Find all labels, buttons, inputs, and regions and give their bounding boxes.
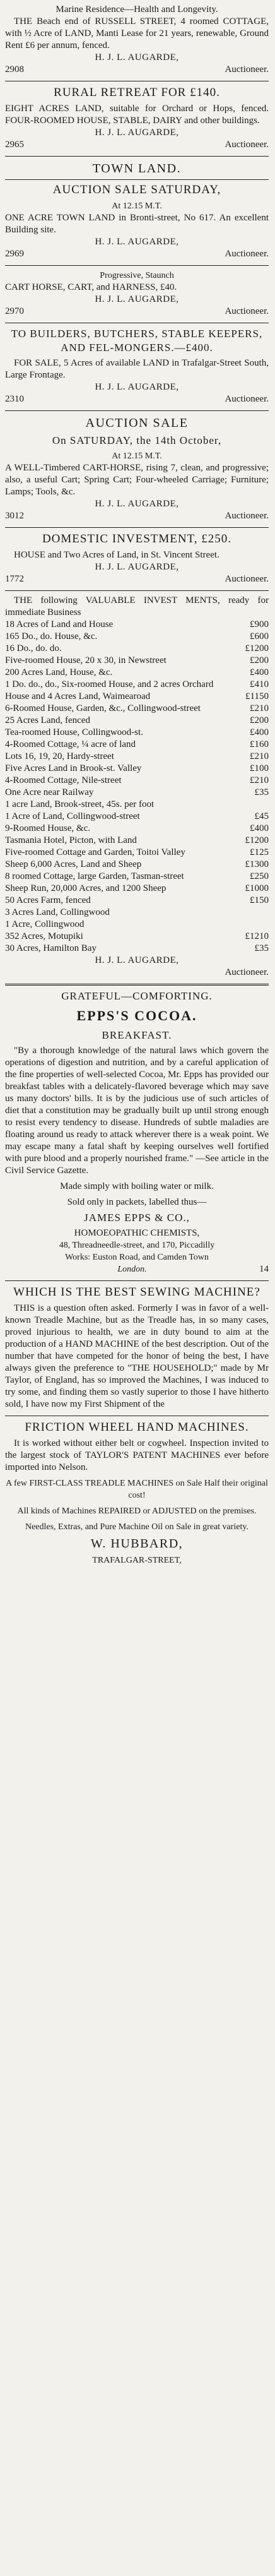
investment-row — [5, 751, 269, 763]
ad-body: A WELL-Timbered CART-HORSE, rising 7, clean, and progressive; also, a useful Cart; Spring Cart; Four-wheeled Carriage; Furniture; Lamps; Tools, &c. — [5, 463, 269, 497]
ad-number: 14 — [259, 1264, 269, 1274]
ad-marine-residence — [5, 4, 269, 76]
investment-price: £1000 — [245, 883, 269, 893]
ad-auctioneer: Auctioneer. — [225, 967, 269, 977]
investment-description: One Acre near Railway — [5, 787, 94, 797]
investment-row — [5, 727, 269, 739]
ad-heading: TO BUILDERS, BUTCHERS, STABLE KEEPERS, AND FEL-MONGERS.—£400. — [11, 328, 263, 354]
ad-signature: H. J. L. AUGARDE, — [95, 562, 179, 572]
investment-row — [5, 883, 269, 895]
divider — [5, 1280, 269, 1281]
ad-signature: H. J. L. AUGARDE, — [95, 955, 179, 965]
investment-price: £45 — [254, 811, 269, 821]
ad-heading: AUCTION SALE — [85, 416, 189, 430]
investment-price: £1300 — [245, 859, 269, 869]
ad-auctioneer: Auctioneer. — [225, 511, 269, 521]
ad-number: 2969 — [5, 249, 24, 259]
investment-description: 30 Acres, Hamilton Bay — [5, 943, 97, 953]
ad-auctioneer: Auctioneer. — [225, 574, 269, 584]
investment-row — [5, 691, 269, 703]
divider — [5, 410, 269, 411]
divider — [5, 265, 269, 266]
investment-row — [5, 931, 269, 943]
ad-cart-horse — [5, 270, 269, 318]
investment-price: £250 — [250, 871, 269, 881]
investment-price: £210 — [250, 751, 269, 761]
investment-row — [5, 799, 269, 811]
ad-sold: Sold only in packets, labelled thus— — [67, 1197, 207, 1207]
ad-auction-sale — [5, 415, 269, 522]
ad-signature: H. J. L. AUGARDE, — [95, 52, 179, 63]
investment-description: 4-Roomed Cottage, ¼ acre of land — [5, 739, 136, 749]
ad-heading: Marine Residence—Health and Longevity. — [56, 4, 218, 15]
ad-body: "By a thorough knowledge of the natural laws which govern the operations of digestion and nutrition, and by a careful application of the fine properties of well-selected Cocoa, Mr. Epps has provided our breakfast tables with a delicately-flavored beverage which may save us many doctors' bills. It is by the judicious use of such articles of diet that a constitution may be gradually built up until strong enough to resist every tendency to disease. Hundreds of subtle maladies are floating around us ready to attack wherever there is a weak point. We may escape many a fatal shaft by keeping ourselves well fortified with pure blood and a properly nourished frame." —See article in the Civil Service Gazette. — [5, 1046, 269, 1176]
ad-company: JAMES EPPS & CO., — [84, 1212, 190, 1224]
investment-price: £200 — [250, 655, 269, 665]
divider — [5, 590, 269, 591]
investment-description: 16 Do., do. do. — [5, 643, 62, 653]
ad-body: EIGHT ACRES LAND, suitable for Orchard or Hops, fenced. FOUR-ROOMED HOUSE, STABLE, DAIRY and other buildings. — [5, 104, 269, 126]
investment-description: 1 Acre, Collingwood — [5, 919, 85, 929]
investment-price: £400 — [250, 727, 269, 737]
ad-number: 2908 — [5, 64, 24, 75]
investment-description: 3 Acres Land, Collingwood — [5, 907, 110, 917]
investment-price: £210 — [250, 775, 269, 785]
ad-number: 1772 — [5, 574, 24, 584]
ad-time: At 12.15 M.T. — [112, 201, 162, 211]
ad-chemists: HOMOEOPATHIC CHEMISTS, — [74, 1228, 200, 1238]
investment-row — [5, 871, 269, 883]
ad-body: CART HORSE, CART, and HARNESS, £40. — [5, 282, 177, 292]
ad-signature: H. J. L. AUGARDE, — [95, 128, 179, 138]
investment-row — [5, 787, 269, 799]
investment-description: House and 4 Acres Land, Waimearoad — [5, 691, 151, 701]
ad-address: 48, Threadneedle-street, and 170, Piccadilly — [59, 1241, 215, 1250]
ad-town-land — [5, 160, 269, 260]
investment-description: Sheep 6,000 Acres, Land and Sheep — [5, 859, 142, 869]
investment-price: £1150 — [245, 691, 269, 701]
ad-number: 2965 — [5, 140, 24, 150]
investment-row — [5, 763, 269, 775]
ad-auctioneer: Auctioneer. — [225, 140, 269, 150]
divider — [5, 179, 269, 180]
investment-row — [5, 823, 269, 835]
ad-friction-wheel — [5, 1420, 269, 1566]
ad-body: It is worked without either belt or cogwheel. Inspection invited to the largest stock of TAYLOR'S PATENT MACHINES ever before imported into Nelson. — [5, 1438, 269, 1472]
ad-heading: GRATEFUL—COMFORTING. — [61, 990, 213, 1002]
investment-description: Lots 16, 19, 20, Hardy-street — [5, 751, 114, 761]
investment-list — [5, 619, 269, 955]
investment-price: £600 — [250, 631, 269, 641]
investment-price: £35 — [254, 787, 269, 797]
investment-row — [5, 775, 269, 787]
ad-signature: H. J. L. AUGARDE, — [95, 499, 179, 509]
ad-body: THE Beach end of RUSSELL STREET, 4 roomed COTTAGE, with ½ Acre of LAND, Manti Lease for 21 years, renewable, Ground Rent £6 per annum, fenced. — [5, 16, 269, 51]
investment-description: Five-roomed House, 20 x 30, in Newstreet — [5, 655, 167, 665]
ad-heading: TOWN LAND. — [92, 162, 182, 176]
investment-row — [5, 643, 269, 655]
investment-description: 352 Acres, Motupiki — [5, 931, 83, 941]
investment-price: £400 — [250, 667, 269, 677]
investment-description: 4-Roomed Cottage, Nile-street — [5, 775, 122, 785]
investment-row — [5, 847, 269, 859]
investment-price: £1200 — [245, 835, 269, 845]
investment-row — [5, 619, 269, 631]
investment-price: £100 — [250, 763, 269, 773]
investment-description: Tasmania Hotel, Picton, with Land — [5, 835, 137, 845]
investment-price: £150 — [250, 895, 269, 905]
ad-body: ONE ACRE TOWN LAND in Bronti-street, No 617. An excellent Building site. — [5, 213, 269, 235]
ad-body: FOR SALE, 5 Acres of available LAND in Trafalgar-Street South, Large Frontage. — [5, 358, 269, 380]
ad-name: W. HUBBARD, — [90, 1537, 184, 1551]
investment-description: Five-roomed Cottage and Garden, Toitoi Valley — [5, 847, 185, 857]
ad-street: TRAFALGAR-STREET, — [92, 1556, 182, 1565]
ad-body: HOUSE and Two Acres of Land, in St. Vincent Street. — [14, 550, 219, 560]
ad-works: Works: Euston Road, and Camden Town — [65, 1253, 209, 1262]
ad-heading: FRICTION WHEEL HAND MACHINES. — [25, 1421, 249, 1434]
investment-row — [5, 919, 269, 931]
investment-description: 165 Do., do. House, &c. — [5, 631, 98, 641]
investment-row — [5, 895, 269, 907]
investment-description: 18 Acres of Land and House — [5, 619, 114, 629]
investment-price: £35 — [254, 943, 269, 953]
investment-row — [5, 655, 269, 667]
ad-number: 2310 — [5, 394, 24, 404]
investment-description: Tea-roomed House, Collingwood-st. — [5, 727, 143, 737]
investment-row — [5, 703, 269, 715]
ad-epps-cocoa — [5, 989, 269, 1275]
investment-price: £160 — [250, 739, 269, 749]
investment-price: £125 — [250, 847, 269, 857]
investment-description: 8 roomed Cottage, large Garden, Tasman-street — [5, 871, 184, 881]
investment-price: £200 — [250, 715, 269, 725]
ad-heading: RURAL RETREAT FOR £140. — [54, 86, 220, 99]
investment-price: £410 — [250, 679, 269, 689]
investment-row — [5, 679, 269, 691]
investment-price: £210 — [250, 703, 269, 713]
investment-price: £1200 — [245, 643, 269, 653]
ad-builders — [5, 327, 269, 405]
ad-auctioneer: Auctioneer. — [225, 249, 269, 259]
ad-number: 3012 — [5, 511, 24, 521]
investment-description: 50 Acres Farm, fenced — [5, 895, 91, 905]
investment-price: £1210 — [245, 931, 269, 941]
investment-price — [233, 799, 269, 811]
ad-sewing-machine — [5, 1285, 269, 1410]
ad-subheading: AUCTION SALE SATURDAY, — [52, 183, 221, 196]
ad-signature: H. J. L. AUGARDE, — [95, 237, 179, 247]
ad-heading: DOMESTIC INVESTMENT, £250. — [42, 532, 232, 546]
ad-lead: Progressive, Staunch — [100, 271, 174, 280]
ad-kinds: All kinds of Machines REPAIRED or ADJUSTED on the premises. — [17, 1506, 257, 1516]
investment-row — [5, 835, 269, 847]
ad-auctioneer: Auctioneer. — [225, 64, 269, 75]
investment-row — [5, 811, 269, 823]
investment-row — [5, 631, 269, 643]
divider — [5, 156, 269, 157]
investment-description: 9-Roomed House, &c. — [5, 823, 90, 833]
ad-few: A few FIRST-CLASS TREADLE MACHINES on Sale Half their original cost! — [6, 1479, 268, 1500]
investment-price: £900 — [250, 619, 269, 629]
ad-needles: Needles, Extras, and Pure Machine Oil on Sale in great variety. — [25, 1522, 249, 1532]
divider — [5, 527, 269, 528]
investment-row — [5, 859, 269, 871]
ad-auctioneer: Auctioneer. — [225, 394, 269, 404]
investment-description: 6-Roomed House, Garden, &c., Collingwood-street — [5, 703, 201, 713]
investment-price — [233, 907, 269, 919]
investment-price — [233, 919, 269, 931]
investment-description: 200 Acres Land, House, &c. — [5, 667, 113, 677]
investment-description: 1 Do. do., do., Six-roomed House, and 2 acres Orchard — [5, 679, 214, 689]
investment-row — [5, 739, 269, 751]
ad-rural-retreat — [5, 85, 269, 151]
ad-number: 2970 — [5, 306, 24, 316]
investment-row — [5, 943, 269, 955]
ad-date: On SATURDAY, the 14th October, — [52, 434, 222, 446]
ad-signature: H. J. L. AUGARDE, — [95, 382, 179, 392]
ad-auctioneer: Auctioneer. — [225, 306, 269, 316]
investment-row — [5, 667, 269, 679]
investment-description: 25 Acres Land, fenced — [5, 715, 90, 725]
divider — [5, 984, 269, 986]
ad-time: At 12.15 M.T. — [112, 451, 162, 461]
ad-heading: WHICH IS THE BEST SEWING MACHINE? — [13, 1285, 260, 1299]
investment-price: £400 — [250, 823, 269, 833]
investment-description: Five Acres Land in Brook-st. Valley — [5, 763, 142, 773]
ad-valuable-investments — [5, 595, 269, 979]
ad-title: EPPS'S COCOA. — [76, 1008, 197, 1023]
ad-signature: H. J. L. AUGARDE, — [95, 294, 179, 304]
ad-city: London. — [117, 1265, 147, 1274]
ad-domestic-investment — [5, 532, 269, 585]
ad-subtitle: BREAKFAST. — [102, 1029, 172, 1041]
ad-intro: THE following VALUABLE INVEST MENTS, ready for immediate Business — [5, 595, 269, 617]
investment-row — [5, 907, 269, 919]
investment-description: 1 Acre of Land, Collingwood-street — [5, 811, 140, 821]
ad-body: THIS is a question often asked. Formerly I was in favor of a well-known Treadle Machine, but as the Treadle has, in so many cases, proved injurious to health, we are in duty bound to aim at the production of a HAND MACHINE of the best description. Out of the number that have competed for the honor of being the best, I have always given the preference to "THE HOUSEHOLD;" made by Mr Taylor, of England, has so improved the Machines, I was induced to try some, and finding them so vastly superior to those I have hitherto sold, I have now my First Shipment of the — [5, 1303, 269, 1409]
investment-description: 1 acre Land, Brook-street, 45s. per foot — [5, 799, 155, 809]
investment-description: Sheep Run, 20,000 Acres, and 1200 Sheep — [5, 883, 167, 893]
investment-row — [5, 715, 269, 727]
ad-made: Made simply with boiling water or milk. — [60, 1181, 214, 1191]
